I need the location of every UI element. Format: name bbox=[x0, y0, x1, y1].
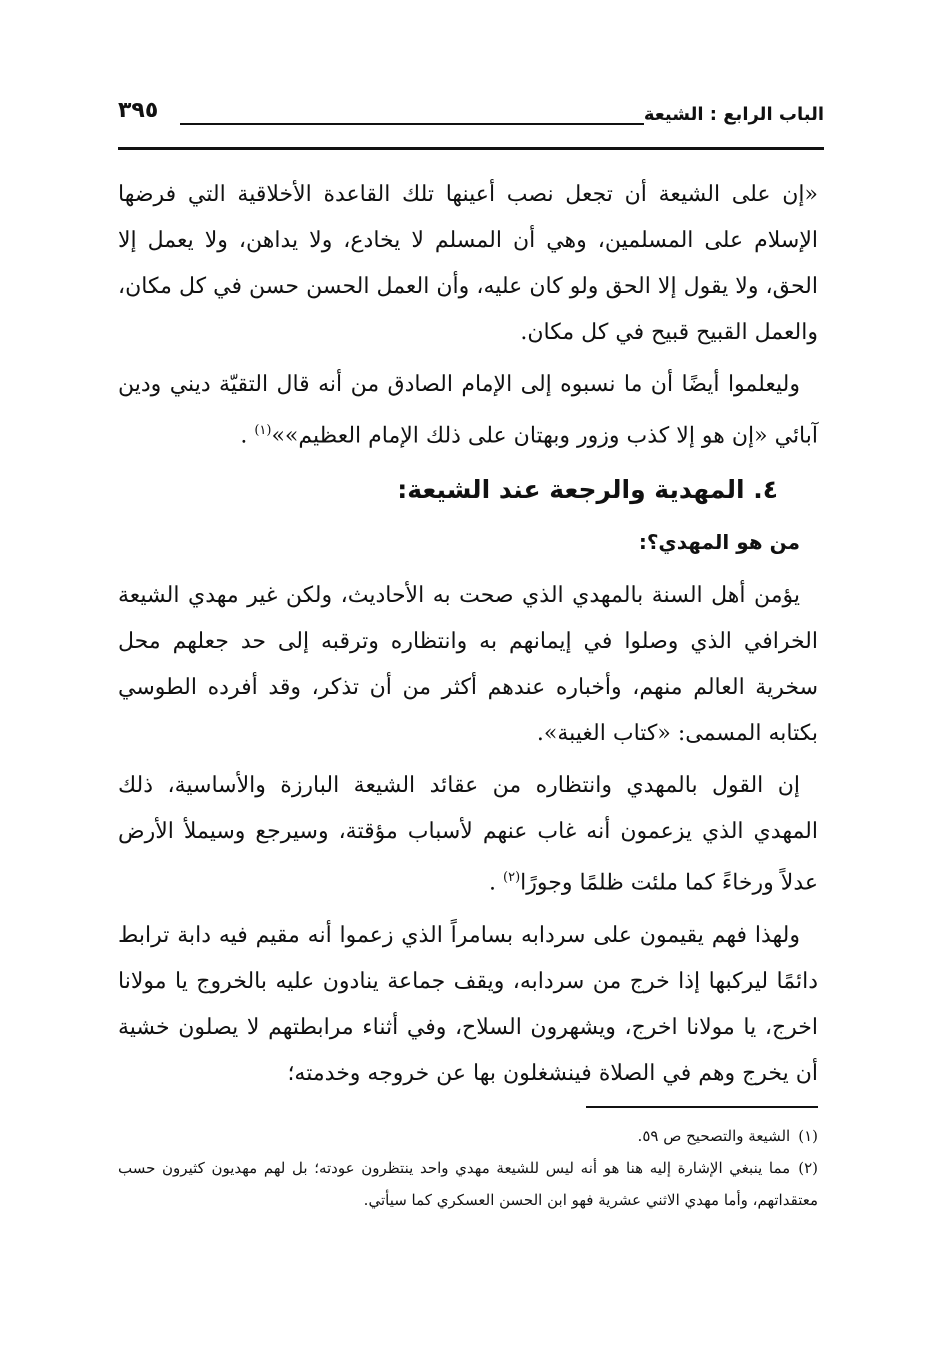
footnote-1 bbox=[118, 1120, 818, 1152]
footnote-2 bbox=[118, 1152, 818, 1216]
chapter-title: الباب الرابع : الشيعة bbox=[643, 104, 824, 125]
page-header bbox=[118, 96, 824, 136]
footnote-divider bbox=[586, 1106, 818, 1108]
taqiyya-paragraph bbox=[118, 362, 818, 459]
mahdi-belief-paragraph bbox=[118, 763, 818, 906]
footnote-ref-2: (٢) bbox=[503, 870, 521, 886]
page-number: ٣٩٥ bbox=[118, 98, 159, 123]
header-divider bbox=[118, 147, 824, 150]
section-heading: ٤. المهدية والرجعة عند الشيعة: bbox=[397, 475, 778, 505]
footnotes bbox=[118, 1120, 818, 1216]
footnote-2-number: (٢) bbox=[798, 1159, 818, 1177]
mahdi-intro-paragraph: يؤمن أهل السنة بالمهدي الذي صحت به الأحاديث، ولكن غير مهدي الشيعة الخرافي الذي وصلوا في إيمانهم به وانتظاره وترقبه إلى حد جعلهم محل سخرية العالم منهم، وأخباره عندهم أكثر من أن تذكر، وقد أفرده الطوسي بكتابه المسمى: «كتاب الغيبة». bbox=[118, 583, 818, 747]
sardab-paragraph: ولهذا فهم يقيمون على سردابه بسامراً الذي زعموا أنه مقيم فيه دابة ترابط دائمًا ليركبها إذا خرج من سردابه، ويقف جماعة ينادون عليه بالخروج يا مولانا اخرج، يا مولانا اخرج، ويشهرون السلاح، وفي أثناء مرابطتهم لا يصلون خشية أن يخرج وهم في الصلاة فينشغلون بها عن خروجه وخدمته؛ bbox=[118, 922, 818, 1086]
footnote-1-number: (١) bbox=[798, 1127, 818, 1145]
header-rule bbox=[180, 123, 644, 125]
sub-heading: من هو المهدي؟: bbox=[638, 530, 800, 555]
footnote-ref-2-tail: . bbox=[489, 870, 504, 896]
taqiyya-text: وليعلموا أيضًا أن ما نسبوه إلى الإمام الصادق من أنه قال التقيّة ديني ودين آبائي «إن هو إلا كذب وزور وبهتان على ذلك الإمام العظيم»» bbox=[118, 372, 818, 449]
quote-paragraph: «إن على الشيعة أن تجعل نصب أعينها تلك القاعدة الأخلاقية التي فرضها الإسلام على المسلمين، وهي أن المسلم لا يخادع، ولا يداهن، ولا يعمل إلا الحق، ولا يقول إلا الحق ولو كان عليه، وأن العمل الحسن حسن في كل مكان، والعمل القبيح قبيح في كل مكان. bbox=[118, 182, 818, 345]
footnote-1-text: الشيعة والتصحيح ص ٥٩. bbox=[637, 1127, 791, 1145]
footnote-ref-1-tail: . bbox=[240, 423, 255, 449]
mahdi-belief-text: إن القول بالمهدي وانتظاره من عقائد الشيعة البارزة والأساسية، ذلك المهدي الذي يزعمون أنه غاب عنهم لأسباب مؤقتة، وسيرجع وسيملأ الأرض عدلاً ورخاءً كما ملئت ظلمًا وجورًا bbox=[118, 773, 818, 896]
main-content bbox=[118, 172, 818, 1103]
footnote-2-text: مما ينبغي الإشارة إليه هنا هو أنه ليس للشيعة مهدي واحد ينتظرون عودته؛ بل لهم مهديون كثيرون حسب معتقداتهم، وأما مهدي الاثني عشرية فهو ابن الحسن العسكري كما سيأتي. bbox=[118, 1159, 818, 1209]
footnote-ref-1: (١) bbox=[254, 423, 272, 438]
